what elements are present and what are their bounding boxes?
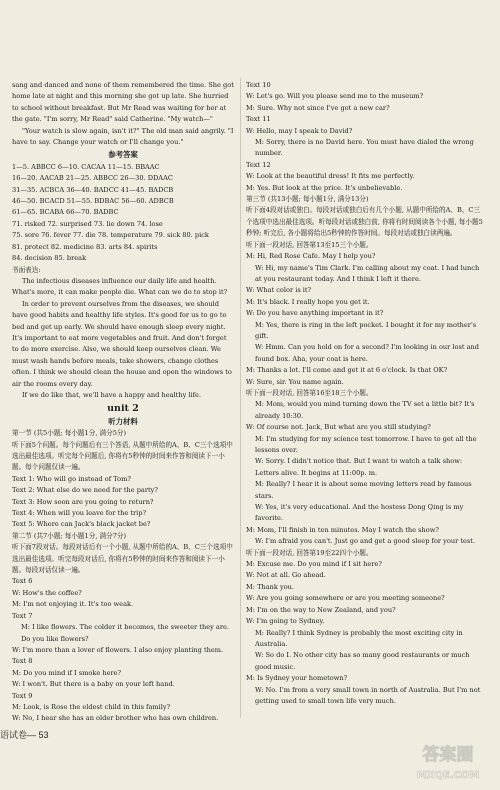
answer-line: 81. protect 82. medicine 83. arts 84. spirits [12, 242, 158, 251]
story-paragraph: sang and danced and none of them remembered the time. She got home late at night and this morning she got up late. She hurried to school without breakfast. But Mr Read was waiting for her at the gate. "I'm sorry, Mr Read" said Catherine. "My watch—" [12, 81, 234, 124]
dialogue-line: W: No. I'm from a very small town in north of Australia. But I'm not getting used to small town life very much. [255, 685, 481, 705]
answer-key [12, 162, 234, 265]
dialogue-line: M: Is Sydney your hometown? [246, 674, 348, 683]
dialogue-line: W: Hmm. Can you hold on for a second? I'm looking in our lost and found box. Aha, your coat is here. [255, 343, 480, 363]
dialogue-line: M: Mom, would you mind turning down the TV set a little bit? It's already 10:30. [255, 400, 475, 420]
dialogue-line: W: Sorry. I didn't notice that. But I want to watch a talk show: Letters alive. It begins at 11:00p. m. [255, 457, 463, 477]
dialogue-line: M: Hi, Red Rose Cafe. May I help you? [246, 252, 376, 261]
dialogue-line: W: Do you have anything important in it? [246, 309, 384, 318]
dialogue-line: W: Hello, may I speak to David? [246, 126, 353, 135]
column-divider [240, 78, 241, 718]
dialogue-line: W: Let's go. Will you please send me to the museum? [246, 92, 424, 101]
text-label: Text 12 [246, 160, 271, 169]
dialogue-line: M: Sorry, there is no David here. You must have dialed the wrong number. [255, 138, 474, 158]
question-line: Text 1: Who will go instead of Tom? [12, 474, 131, 483]
subsection-heading: 听下面一段对话, 回答第16至18三个小题。 [246, 388, 373, 397]
dialogue-line: W: No, I hear she has an older brother who has own children. [12, 714, 219, 723]
watermark-logo [402, 738, 494, 786]
text-label: Text 10 [246, 81, 271, 89]
subsection-heading: 听下面一段对话, 回答第13至15三个小题。 [246, 240, 373, 249]
essay-paragraph: In order to prevent ourselves from the diseases, we should have good habits and healthy life styles. It's good for us to go to bed and get up early. We should have enough sleep every night. It's important to eat more vegetables and fruit. And don't forget to do more exercise. Also, we should keep ourselves clean. We must wash hands before meals, take showers, change clothes often. I think we should clean the house and open the windows to air the rooms every day. [12, 299, 232, 388]
dialogue-line: W: I won't. But there is a baby on your left hand. [12, 680, 175, 689]
dialogue-line: W: I'm more than a lover of flowers. I also enjoy planting them. [12, 645, 224, 654]
question-line: Text 2: What else do we need for the party? [12, 486, 158, 495]
dialogue-line: W: Sure, sir. You name again. [246, 377, 344, 386]
dialogue-line: W: Look at the beautiful dress! It fits me perfectly. [246, 172, 415, 181]
dialogue-line: M: Do you mind if I smoke here? [12, 668, 122, 677]
instructions: 听下面7段对话。每段对话后有一个小题, 从题中所给的A、B、C三个选项中选出最佳选项。听完每段对话后, 你将有5秒钟的时间来作答和阅读下一小题。每段对话仅读一遍。 [12, 543, 233, 575]
dialogue-line: W: Of course not. Jack, But what are you still studying? [246, 423, 431, 432]
dialogue-line: M: Excuse me. Do you mind if I sit here? [246, 560, 382, 569]
dialogue-line: M: Really? I hear it is about some moving letters read by famous stars. [255, 480, 472, 500]
dialogue-line: M: Yes. But look at the price. It's unbelievable. [246, 183, 403, 192]
instructions: 听下面5个问题。每个问题后有三个答语, 从题中所给的A、B、C三个选项中选出最佳选项。听完每个问题后, 你将有5秒钟的时间来作答和阅读下一小题。每个问题仅读一遍。 [12, 440, 233, 472]
answer-line: 16—20. AACAB 21—25. ABBCC 26—30. DDAAC [12, 174, 173, 183]
dialogue-line: W: Hi, my name's Tim Clark. I'm calling about my coat. I had lunch at you restaurant today. And I think I left it there. [255, 263, 480, 283]
story-paragraph: "Your watch is slow again, isn't it?" The old man said angrily. "I have to say. Change your watch or I'll change you." [12, 126, 234, 147]
section-heading: 第二节 (共7小题; 每小题1分, 满分7分) [12, 531, 127, 540]
text-label: Text 8 [12, 657, 33, 666]
answer-line: 75. sore 76. fever 77. die 78. temperature 79. sick 80. pick [12, 231, 209, 240]
dialogue-line: M: It's black. I really hope you get it. [246, 297, 370, 306]
answer-key-title: 参考答案 [108, 150, 138, 160]
text-label: Text 6 [12, 577, 33, 586]
dialogue-line: W: What color is it? [246, 286, 312, 295]
answer-line: 1—5. ABBCC 6—10. CACAA 11—15. BBAAC [12, 162, 160, 171]
unit-title: unit 2 [107, 403, 139, 415]
dialogue-line: W: I'm afraid you can't. Just go and get a good sleep for your test. [255, 537, 476, 546]
question-line: Text 5: Where can Jack's black jacket be? [12, 520, 151, 529]
svg-text:MXQE.COM: MXQE.COM [416, 770, 480, 781]
dialogue-line: W: How's the coffee? [12, 588, 82, 597]
answer-line: 46—50. BCACD 51—55. BDBAC 56—60. ADBCB [12, 197, 174, 206]
section-heading: 第一节 (共5小题; 每小题1分, 满分5分) [12, 429, 127, 438]
dialogue-line: W: Are you going somewhere or are you meeting someone? [246, 594, 445, 603]
instructions: 听下面4段对话或独白。每段对话或独白后有几个小题, 从题中所给的A、B、C三个选项中选出最佳选项。听每段对话或独白前, 你将有时间阅读各个小题, 每小题5秒钟; 听完后, 各小题将给出5秒钟的作答时间。每段对话或独白读两遍。 [246, 206, 483, 238]
dialogue-line: M: Really? I think Sydney is probably the most exciting city in Australia. [255, 628, 463, 648]
text-label: Text 11 [246, 115, 271, 124]
dialogue-line: M: Yes, there is ring in the left pocket. I bought it for my mother's gift. [255, 320, 477, 340]
dialogue-line: M: I like flowers. The colder it becomes, the sweeter they are. Do you like flowers? [21, 623, 230, 643]
listening-title: 听力材料 [108, 416, 138, 426]
question-line: Text 4: When will you leave for the trip? [12, 509, 147, 518]
dialogue-line: W: Yes, it's very educational. And the hostess Dong Qing is my favorite. [255, 503, 464, 523]
dialogue-line: M: Thanks a lot. I'll come and get it at 6 o'clock. Is that OK? [246, 366, 448, 375]
answer-line: 71. risked 72. surprised 73. lie down 74. lose [12, 219, 163, 228]
dialogue-line: M: I'm on the way to New Zealand, and you? [246, 605, 396, 614]
essay-paragraph: The infectious diseases influence our daily life and health. What's more, it can make people die. What can we do to stop it? [12, 276, 228, 297]
answer-line: 84. decision 85. break [12, 254, 87, 263]
dialogue-line: M: Look, is Rose the eldest child in this family? [12, 702, 171, 711]
section-heading: 第三节 (共13小题; 每小题1分, 满分13分) [246, 195, 369, 204]
dialogue-line: M: I'm studying for my science test tomorrow. I have to get all the lessons over. [255, 434, 477, 454]
dialogue-line: W: Not at all. Go ahead. [246, 571, 326, 580]
text-label: Text 7 [12, 611, 33, 620]
svg-text:答案圈: 答案圈 [422, 745, 474, 765]
question-line: Text 3: How soon are you going to return? [12, 497, 154, 506]
subsection-heading: 听下面一段对话, 回答第19至22四个小题。 [246, 548, 373, 557]
essay-paragraph: If we do like that, we'll have a happy and healthy life. [22, 390, 202, 399]
left-column [12, 80, 234, 725]
page-footer: 语试卷— 53 [0, 730, 49, 740]
dialogue-line: W: So do I. No other city has so many good restaurants or much good music. [255, 651, 470, 671]
answer-line: 31—35. ACBCA 36—40. BADCC 41—45. BADCB [12, 185, 174, 194]
right-column [246, 80, 484, 707]
essay-label: 书面表达: [12, 265, 41, 274]
dialogue-line: M: Sure. Why not since I've got a new car? [246, 103, 390, 112]
dialogue-line: M: I'm not enjoying it. It's too weak. [12, 600, 134, 609]
dialogue-line: W: I'm going to Sydney. [246, 617, 325, 626]
dialogue-line: M: Thank you. [246, 582, 295, 591]
dialogue-line: M: Mom, I'll finish in ten minutes. May I watch the show? [246, 525, 439, 534]
answer-line: 61—65. BCABA 66—70. BADBC [12, 208, 119, 217]
text-label: Text 9 [12, 691, 33, 700]
